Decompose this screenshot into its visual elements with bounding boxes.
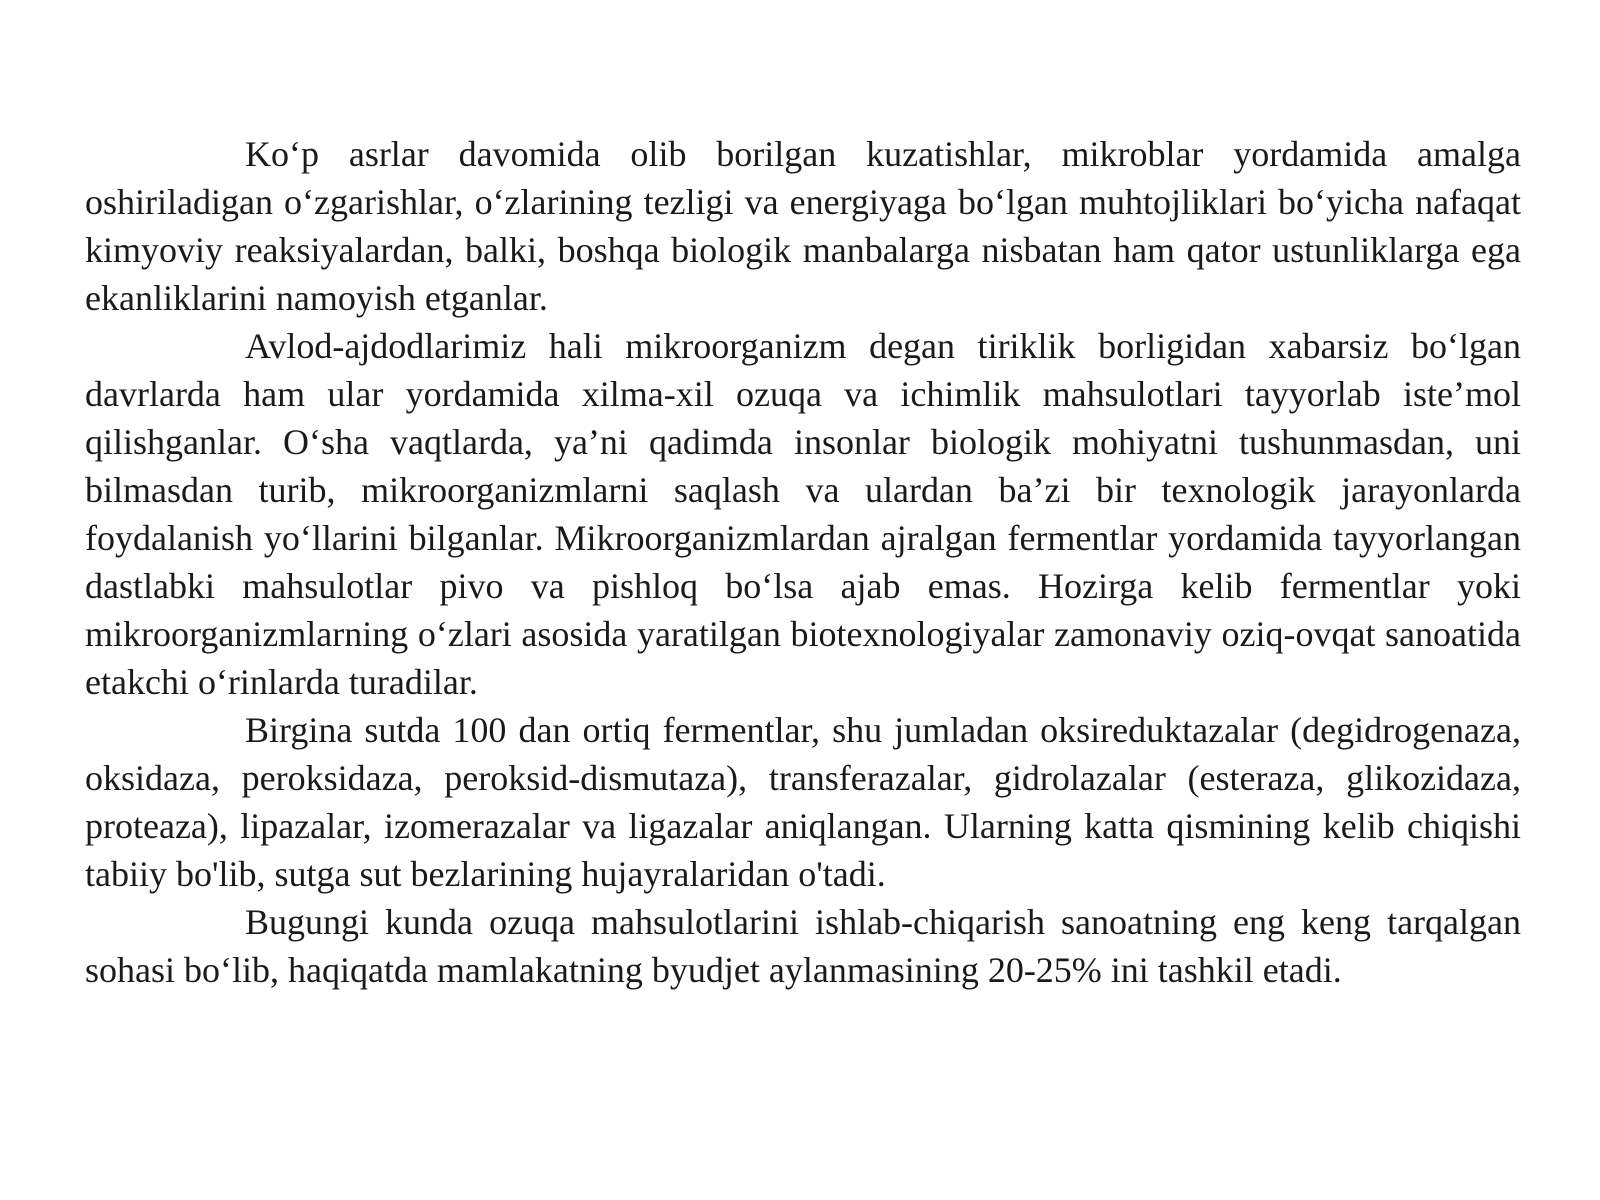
paragraph-2: Avlod-ajdodlarimiz hali mikroorganizm degan tiriklik borligidan xabarsiz bo‘lgan davrlarda ham ular yordamida xilma-xil ozuqa va ichimlik mahsulotlari tayyorlab iste’mol qilishganlar. O‘sha vaqtlarda, ya’ni qadimda insonlar biologik mohiyatni tushunmasdan, uni bilmasdan turib, mikroorganizmlarni saqlash va ulardan ba’zi bir texnologik jarayonlarda foydalanish yo‘llarini bilganlar. Mikroorganizmlardan ajralgan fermentlar yordamida tayyorlangan dastlabki mahsulotlar pivo va pishloq bo‘lsa ajab emas. Hozirga kelib fermentlar yoki mikroorganizmlarning o‘zlari asosida yaratilgan biotexnologiyalar zamonaviy oziq-ovqat sanoatida etakchi o‘rinlarda turadilar.	[85, 326, 1521, 702]
paragraph-4: Bugungi kunda ozuqa mahsulotlarini ishlab-chiqarish sanoatning eng keng tarqalgan sohasi bo‘lib, haqiqatda mamlakatning byudjet aylanmasining 20-25% ini tashkil etadi.	[85, 902, 1521, 990]
document-body	[85, 130, 1521, 994]
paragraph-1: Ko‘p asrlar davomida olib borilgan kuzatishlar, mikroblar yordamida amalga oshiriladigan o‘zgarishlar, o‘zlarining tezligi va energiyaga bo‘lgan muhtojliklari bo‘yicha nafaqat kimyoviy reaksiyalardan, balki, boshqa biologik manbalarga nisbatan ham qator ustunliklarga ega ekanliklarini namoyish etganlar.	[85, 134, 1521, 318]
paragraph-3: Birgina sutda 100 dan ortiq fermentlar, shu jumladan oksireduktazalar (degidrogenaza, oksidaza, peroksidaza, peroksid-dismutaza), transferazalar, gidrolazalar (esteraza, glikozidaza, proteaza), lipazalar, izomerazalar va ligazalar aniqlangan. Ularning katta qismining kelib chiqishi tabiiy bo'lib, sutga sut bezlarining hujayralaridan o'tadi.	[85, 710, 1521, 894]
